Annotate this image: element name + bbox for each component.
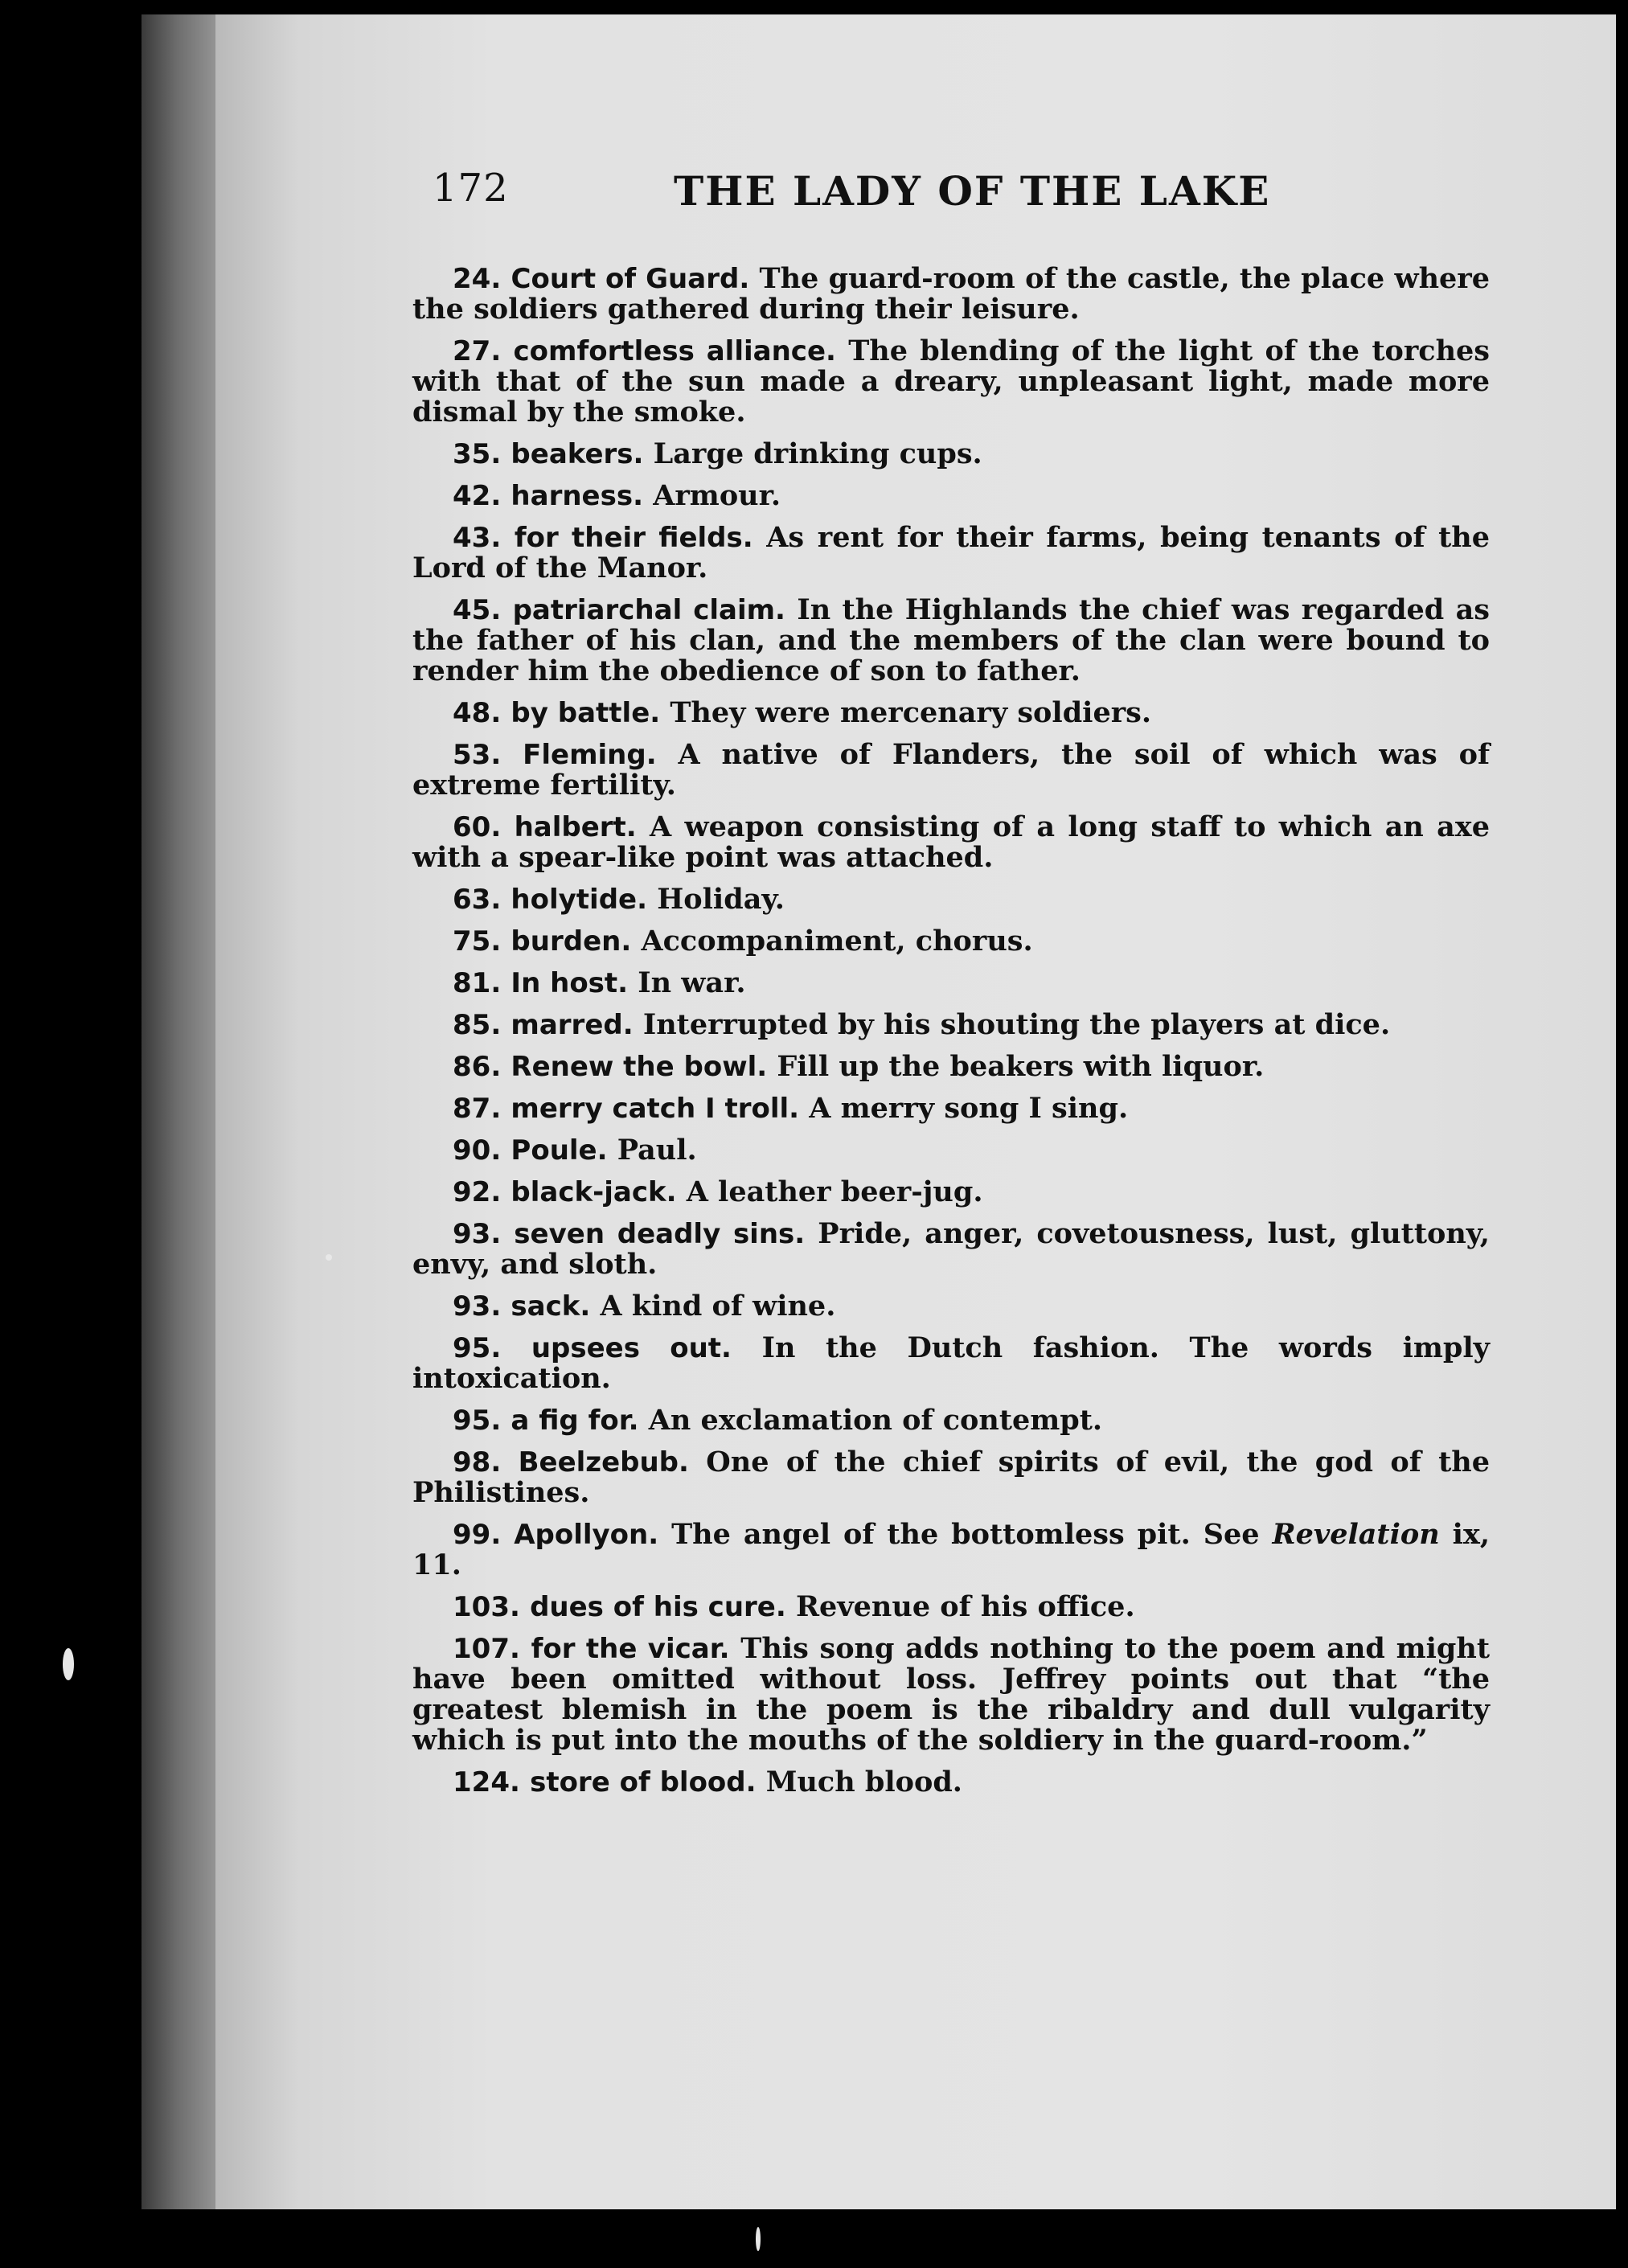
note-line-number: 45.	[453, 594, 502, 626]
note-item	[412, 481, 1490, 511]
note-gloss: As rent for their farms, being tenants of the Lord of the Manor.	[412, 521, 1491, 584]
note-line-number: 24.	[453, 263, 502, 295]
note-gloss: Revenue of his office.	[795, 1590, 1135, 1623]
note-item	[412, 968, 1490, 999]
note-gloss: Interrupted by his shouting the players at dice.	[642, 1008, 1391, 1041]
note-gloss: Fill up the beakers with liquor.	[777, 1050, 1265, 1083]
note-line-number: 98.	[453, 1446, 502, 1479]
note-line-number: 53.	[453, 739, 502, 771]
note-item	[412, 1333, 1490, 1394]
note-line-number: 92.	[453, 1176, 502, 1208]
note-line-number: 99.	[453, 1519, 502, 1551]
note-term: Beelzebub.	[518, 1446, 689, 1479]
scan-speck	[326, 1254, 332, 1261]
note-item	[412, 1052, 1490, 1082]
note-item	[412, 1634, 1490, 1756]
note-line-number: 86.	[453, 1051, 502, 1083]
note-item	[412, 523, 1490, 584]
note-term: Poule.	[511, 1134, 608, 1167]
note-line-number: 63.	[453, 884, 502, 916]
note-line-number: 95.	[453, 1405, 502, 1437]
note-reference-tail: ix, 11.	[412, 1518, 1491, 1581]
note-line-number: 93.	[453, 1290, 502, 1323]
note-gloss: A leather beer-jug.	[686, 1175, 983, 1208]
note-term: Apollyon.	[514, 1519, 659, 1551]
note-term: comfortless alliance.	[513, 335, 836, 367]
note-line-number: 93.	[453, 1218, 502, 1250]
note-item	[412, 1405, 1490, 1436]
note-term: holytide.	[511, 884, 648, 916]
note-gloss: Much blood.	[765, 1766, 962, 1798]
note-gloss: A native of Flanders, the soil of which was of extreme fertility.	[412, 738, 1490, 802]
book-page	[215, 14, 1616, 2209]
note-line-number: 48.	[453, 697, 502, 729]
note-line-number: 60.	[453, 811, 502, 843]
note-term: for their fields.	[514, 522, 753, 554]
note-item	[412, 1291, 1490, 1322]
note-gloss: A merry song I sing.	[809, 1092, 1129, 1125]
note-item	[412, 740, 1490, 801]
note-gloss: The blending of the light of the torches with that of the sun made a dreary, unpleasant light, made more dismal by the smoke.	[412, 334, 1491, 429]
note-item	[412, 926, 1490, 957]
note-item	[412, 336, 1490, 428]
note-gloss: In the Dutch fashion. The words imply intoxication.	[412, 1331, 1491, 1395]
note-gloss: One of the chief spirits of evil, the god of the Philistines.	[412, 1446, 1490, 1509]
note-line-number: 35.	[453, 438, 502, 470]
note-line-number: 124.	[453, 1766, 520, 1798]
note-line-number: 42.	[453, 480, 502, 512]
note-term: burden.	[511, 925, 632, 958]
note-term: harness.	[511, 480, 643, 512]
note-gloss: In the Highlands the chief was regarded as the father of his clan, and the members of the clan were bound to render him the obedience of son to father.	[412, 593, 1491, 687]
note-term: upsees out.	[531, 1332, 732, 1364]
note-term: by battle.	[511, 697, 661, 729]
note-term: Renew the bowl.	[511, 1051, 768, 1083]
note-item	[412, 1010, 1490, 1040]
notes-list	[412, 264, 1490, 1809]
note-term: sack.	[511, 1290, 591, 1323]
note-gloss: The guard-room of the castle, the place where the soldiers gathered during their leisure.	[412, 262, 1491, 326]
note-item	[412, 1219, 1490, 1280]
note-item	[412, 264, 1490, 325]
note-line-number: 103.	[453, 1591, 520, 1623]
note-item	[412, 1177, 1490, 1208]
note-term: In host.	[511, 967, 629, 999]
note-term: Court of Guard.	[511, 263, 750, 295]
scan-speck	[63, 1648, 74, 1680]
note-gloss: A weapon consisting of a long staff to which an axe with a spear-like point was attached.	[412, 810, 1490, 874]
note-line-number: 27.	[453, 335, 502, 367]
note-item	[412, 595, 1490, 687]
note-gloss: The angel of the bottomless pit. See	[671, 1518, 1260, 1551]
note-gloss: Accompaniment, chorus.	[641, 925, 1033, 958]
note-term: a fig for.	[511, 1405, 639, 1437]
note-line-number: 87.	[453, 1093, 502, 1125]
note-gloss: Paul.	[617, 1134, 697, 1167]
page-header	[433, 166, 1478, 230]
note-item	[412, 1592, 1490, 1622]
note-line-number: 107.	[453, 1633, 520, 1665]
note-item	[412, 1520, 1490, 1581]
note-term: black-jack.	[511, 1176, 677, 1208]
note-line-number: 43.	[453, 522, 502, 554]
note-line-number: 95.	[453, 1332, 502, 1364]
note-item	[412, 1447, 1490, 1508]
note-term: for the vicar.	[531, 1633, 730, 1665]
note-item	[412, 698, 1490, 728]
note-gloss: Pride, anger, covetousness, lust, gluttony, envy, and sloth.	[412, 1217, 1490, 1281]
note-term: marred.	[511, 1009, 634, 1041]
note-line-number: 81.	[453, 967, 502, 999]
note-term: dues of his cure.	[530, 1591, 786, 1623]
note-term: beakers.	[511, 438, 644, 470]
note-term: seven deadly sins.	[514, 1218, 806, 1250]
note-item	[412, 812, 1490, 873]
note-item	[412, 1767, 1490, 1798]
note-line-number: 75.	[453, 925, 502, 958]
note-gloss: They were mercenary soldiers.	[670, 696, 1152, 729]
note-gloss: This song adds nothing to the poem and might have been omitted without loss. Jeffrey points out that “the greatest blemish in the poem is the ribaldry and dull vulgarity which is put into the mouths of the soldiery in the guard-room.”	[412, 1632, 1491, 1757]
note-gloss: A kind of wine.	[600, 1290, 836, 1323]
note-gloss: An exclamation of contempt.	[648, 1404, 1103, 1437]
note-term: patriarchal claim.	[512, 594, 785, 626]
note-item	[412, 439, 1490, 470]
note-line-number: 90.	[453, 1134, 502, 1167]
note-item	[412, 1093, 1490, 1124]
note-gloss: Large drinking cups.	[653, 437, 982, 470]
note-gloss: In war.	[638, 966, 746, 999]
note-term: merry catch I troll.	[511, 1093, 800, 1125]
note-item	[412, 1135, 1490, 1166]
book-spine	[141, 14, 222, 2209]
note-term: halbert.	[514, 811, 637, 843]
note-reference-title: Revelation	[1272, 1518, 1440, 1551]
note-term: store of blood.	[530, 1766, 757, 1798]
running-title: THE LADY OF THE LAKE	[674, 167, 1271, 215]
note-gloss: Armour.	[653, 479, 781, 512]
note-gloss: Holiday.	[657, 883, 785, 916]
note-term: Fleming.	[523, 739, 657, 771]
scan-speck	[756, 2227, 761, 2251]
note-item	[412, 884, 1490, 915]
page-number: 172	[433, 166, 509, 211]
note-line-number: 85.	[453, 1009, 502, 1041]
